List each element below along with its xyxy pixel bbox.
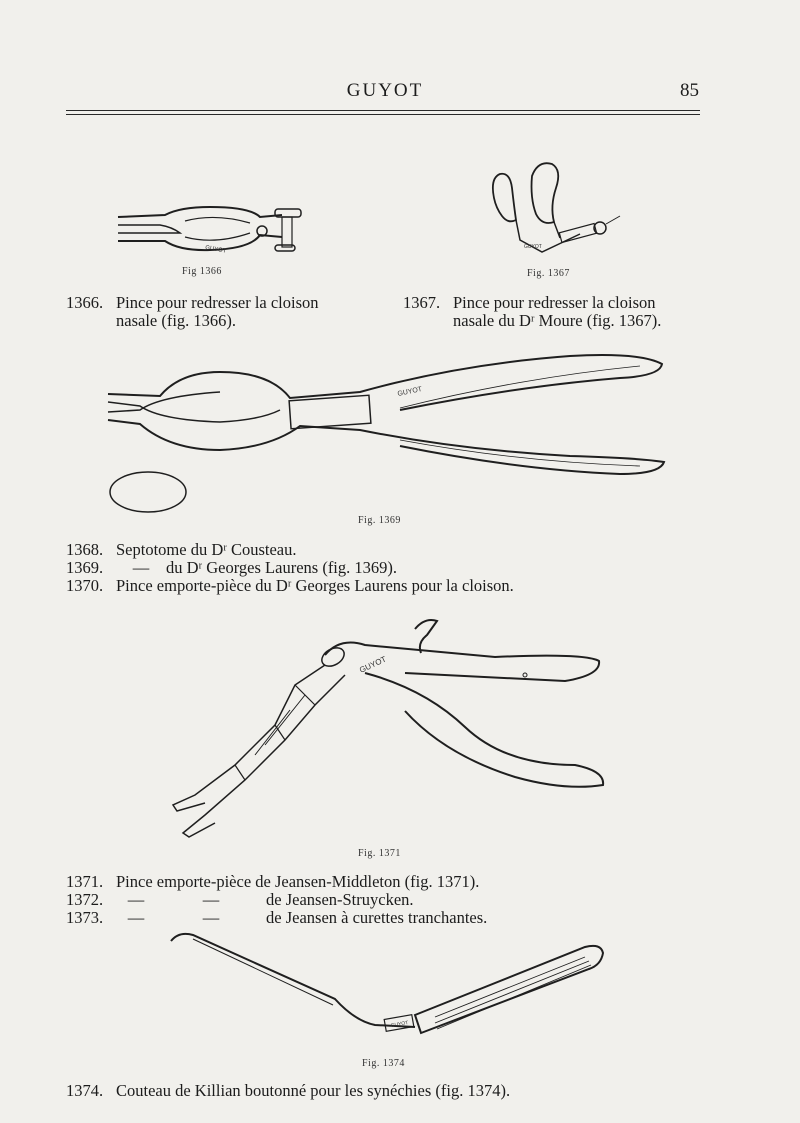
entry-text: de Jeansen-Struycken.: [266, 890, 414, 909]
entry-number: 1370.: [66, 576, 104, 595]
figure-1374-caption: Fig. 1374: [362, 1058, 405, 1069]
figure-1371-caption: Fig. 1371: [358, 848, 401, 859]
entry-text-line2: nasale du Dʳ Moure (fig. 1367).: [453, 311, 662, 330]
figure-1369-caption: Fig. 1369: [358, 515, 401, 526]
figure-1367-caption: Fig. 1367: [527, 268, 570, 279]
entry-1374: [66, 1082, 510, 1100]
figure-1374-illustration: [165, 925, 610, 1040]
page-number: 85: [680, 80, 699, 101]
header-rule-bottom: [66, 114, 700, 115]
entry-number: 1374.: [66, 1081, 104, 1100]
ditto-dash: —: [132, 558, 150, 577]
entry-1366: [66, 294, 376, 330]
ditto-dash: —: [202, 890, 220, 909]
figure-1366-caption: Fig 1366: [182, 266, 222, 277]
entry-number: 1368.: [66, 540, 104, 559]
ditto-dash: —: [127, 890, 145, 909]
figure-1366-illustration: [110, 195, 310, 260]
entry-text-line1: Pince pour redresser la cloison: [116, 293, 319, 312]
figure-1369-brand-mark: GUYOT: [396, 385, 423, 398]
entry-number: 1371.: [66, 872, 104, 891]
entry-text-line2: nasale (fig. 1366).: [116, 311, 237, 330]
entry-1371: [66, 873, 479, 891]
entry-text: Pince emporte-pièce du Dʳ Georges Laurens pour la cloison.: [116, 576, 514, 595]
figure-1371-brand-mark: GUYOT: [358, 654, 388, 675]
entry-text: Couteau de Killian boutonné pour les synéchies (fig. 1374).: [116, 1081, 511, 1100]
entry-text: Pince emporte-pièce de Jeansen-Middleton (fig. 1371).: [116, 872, 480, 891]
page-header-title: GUYOT: [346, 80, 424, 101]
entry-text: Septotome du Dʳ Cousteau.: [116, 540, 297, 559]
entry-text-line1: Pince pour redresser la cloison: [453, 293, 656, 312]
entry-1369: [66, 559, 397, 577]
entry-1367: [403, 294, 713, 330]
figure-1371-illustration: [165, 615, 610, 845]
entry-text: du Dʳ Georges Laurens (fig. 1369).: [166, 558, 398, 577]
entry-1372: [66, 891, 414, 909]
entry-number: 1366.: [66, 293, 104, 312]
entry-number: 1373.: [66, 908, 104, 927]
figure-1374-brand-mark: GUYOT: [390, 1019, 409, 1029]
figure-1367-illustration: [480, 158, 630, 258]
entry-number: 1367.: [403, 293, 441, 312]
entry-number: 1369.: [66, 558, 104, 577]
figure-1369-illustration: [100, 350, 670, 520]
figure-1367-brand-mark: GUYOT: [524, 244, 542, 250]
ditto-dash: —: [127, 908, 145, 927]
entry-text: de Jeansen à curettes tranchantes.: [266, 908, 488, 927]
figure-1366-brand-mark: GUYOT: [204, 245, 227, 255]
entry-1368: [66, 541, 297, 559]
ditto-dash: —: [202, 908, 220, 927]
entry-1370: [66, 577, 514, 595]
header-rule-top: [66, 110, 700, 111]
entry-number: 1372.: [66, 890, 104, 909]
